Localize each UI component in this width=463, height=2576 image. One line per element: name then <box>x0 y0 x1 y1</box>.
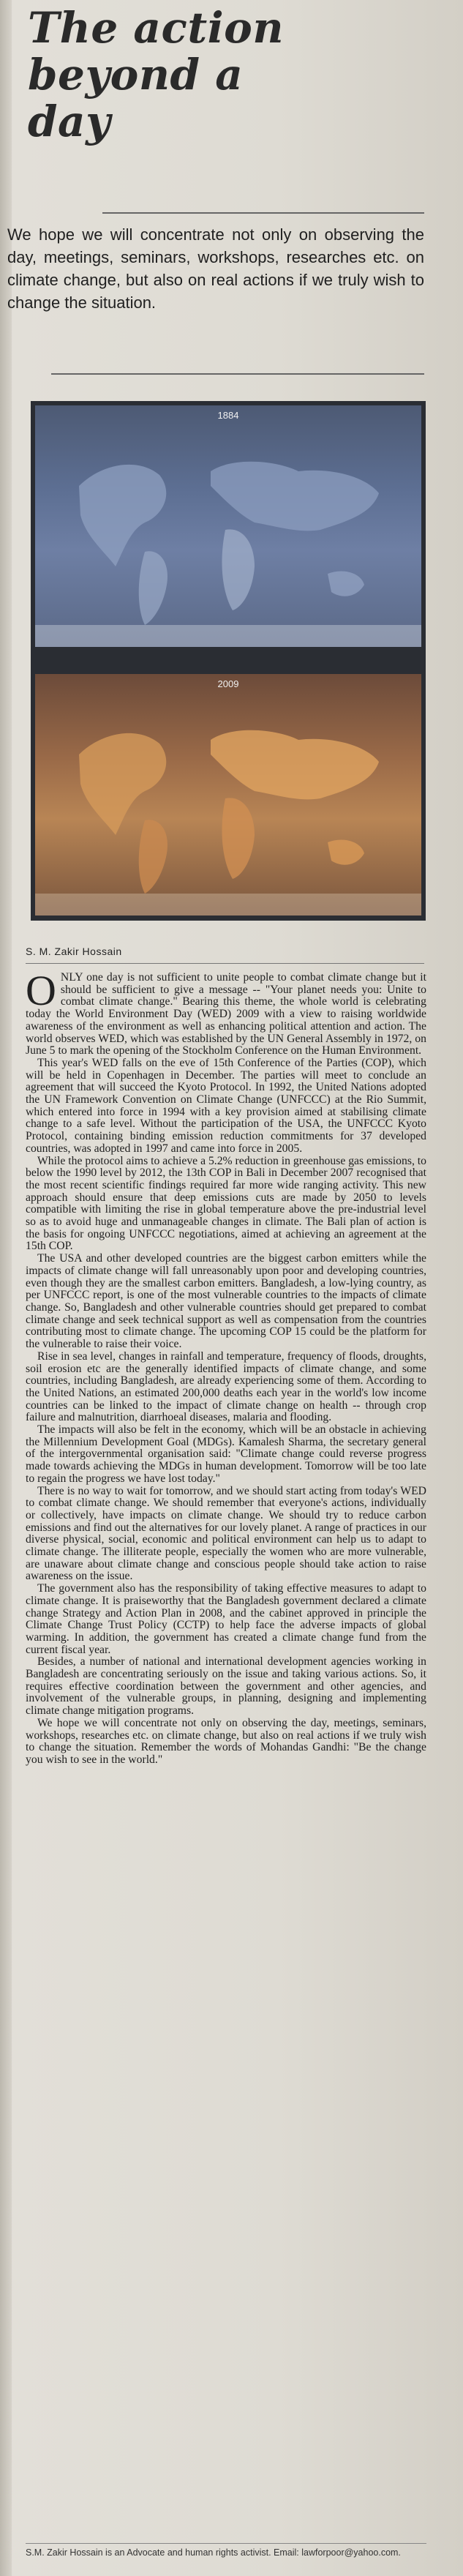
paragraph: We hope we will concentrate not only on observing the day, meetings, seminars, workshops, researches etc. on climate change, but also on real actions if we truly wish to change the situation. Remember the words of Mohandas Gandhi: "Be the change you wish to see in the world." <box>26 1716 426 1766</box>
article-column <box>18 0 445 145</box>
footer-rule <box>26 2543 426 2544</box>
article-body <box>26 967 426 1767</box>
byline: S. M. Zakir Hossain <box>26 946 122 957</box>
world-map-illustration <box>35 674 421 916</box>
paragraph: The impacts will also be felt in the economy, which will be an obstacle in achieving the Millennium Development Goal (MDGs). Kamalesh Sharma, the secretary general of the intergovernmental organisation said: "Climate change could reverse progress made towards achieving the MDGs in human development. Tomorrow will be too late to regain the progress we have lost today." <box>26 1423 426 1485</box>
paragraph-text: NLY one day is not sufficient to unite people to combat climate change but it should be sufficient to give a message -- "Your planet needs you: Unite to combat climate change." Bearing this theme, the whole world is celebrating today the World Environment Day (WED) 2009 with a view to raising worldwide awareness of the environment as well as enhancing political attention and action. The world observes WED, which was established by the UN General Assembly in 1972, on June 5 to mark the opening of the Stockholm Conference on the Human Environment. <box>26 971 426 1057</box>
map-year-label: 1884 <box>217 410 239 421</box>
author-note: S.M. Zakir Hossain is an Advocate and human rights activist. Email: lawforpoor@yahoo.com. <box>26 2547 401 2558</box>
deck-summary: We hope we will concentrate not only on observing the day, meetings, seminars, workshops, researches etc. on climate change, but also on real actions if we truly wish to change the situation. <box>7 225 424 312</box>
paragraph: Besides, a number of national and international development agencies working in Bangladesh are concentrating seriously on the issue and taking various actions. So, it requires effective coordination between the government and other agencies, and involvement of the vulnerable groups, in planning, designing and implementing climate change mitigation programs. <box>26 1655 426 1718</box>
paragraph: The government also has the responsibility of taking effective measures to adapt to climate change. It is praiseworthy that the Bangladesh government declared a climate change Strategy and Action Plan in 2008, and the cabinet approved in principle the Climate Change Trust Policy (CCTP) to help face the adverse impacts of global warming. In addition, the government has created a climate change fund from the current fiscal year. <box>26 1582 426 1656</box>
drop-cap: O <box>26 967 56 1014</box>
world-map-illustration <box>35 405 421 647</box>
paragraph: The USA and other developed countries are the biggest carbon emitters while the impacts of climate change will fall unreasonably upon poor and developing countries, even though they are the smallest carbon emitters. Bangladesh, a low-lying country, as per UNFCCC report, is one of the most vulnerable countries to the impacts of climate change. So, Bangladesh and other vulnerable countries should get prepared to combat climate change and seek technical support as well as compensation from the countries contributing most to climate change. The upcoming COP 15 could be the platform for the vulnerable to raise their voice. <box>26 1252 426 1351</box>
headline-rule <box>102 212 424 214</box>
page-gutter <box>0 0 12 2576</box>
paragraph: There is no way to wait for tomorrow, and we should start acting from today's WED to combat climate change. We should remember that everyone's actions, individually or collectively, have impacts on climate change. We should try to reduce carbon emissions and find out the alternatives for our lovely planet. A range of practices in our diverse physical, social, economic and political environment can help us to adapt to climate change. The illiterate people, especially the women who are more vulnerable, are unaware about climate change and conscious people should take action to raise awareness on the issue. <box>26 1484 426 1583</box>
headline-line: beyond a <box>28 50 244 100</box>
deck-rule <box>51 373 424 375</box>
paragraph <box>26 967 426 1057</box>
map-2009 <box>35 674 421 916</box>
temperature-map-figure <box>31 401 426 921</box>
headline <box>28 4 445 145</box>
byline-rule <box>26 963 424 964</box>
paragraph: This year's WED falls on the eve of 15th Conference of the Parties (COP), which will be held in Copenhagen in December. The parties will meet to conclude an agreement that will succeed the Kyoto Protocol. In 1992, the United Nations adopted the UN Framework Convention on Climate Change (UNFCCC) at the Rio Summit, which entered into force in 1994 with a key provision aimed at stabilising climate change to a safe level. Without the participation of the USA, the UNFCCC Kyoto Protocol, containing binding emission reduction commitments for 37 developed countries, was adopted in 1997 and came into force in 2005. <box>26 1056 426 1155</box>
paragraph: While the protocol aims to achieve a 5.2% reduction in greenhouse gas emissions, to below the 1990 level by 2012, the 13th COP in Bali in December 2007 recognised that the most recent scientific findings required far more wide ranging activity. This new approach should ensure that deep emissions cuts are made by 2050 to levels compatible with limiting the rise in global temperature above the pre-industrial level so as to avoid huge and unmanageable changes in climate. The Bali plan of action is the basis for ongoing UNFCCC negotiations, aimed at achieving an agreement at the 15th COP. <box>26 1154 426 1253</box>
headline-line: The action <box>28 3 284 53</box>
map-year-label: 2009 <box>217 678 239 689</box>
map-1884 <box>35 405 421 647</box>
headline-line: day <box>28 97 111 146</box>
paragraph: Rise in sea level, changes in rainfall and temperature, frequency of floods, droughts, soil erosion etc are the generally identified impacts of climate change, and some countries, including Bangladesh, are already experiencing some of them. According to the United Nations, an estimated 200,000 deaths each year in the world's low income countries can be linked to the impact of climate change on health -- through crop failure and malnutrition, diarrhoeal diseases, malaria and flooding. <box>26 1349 426 1424</box>
